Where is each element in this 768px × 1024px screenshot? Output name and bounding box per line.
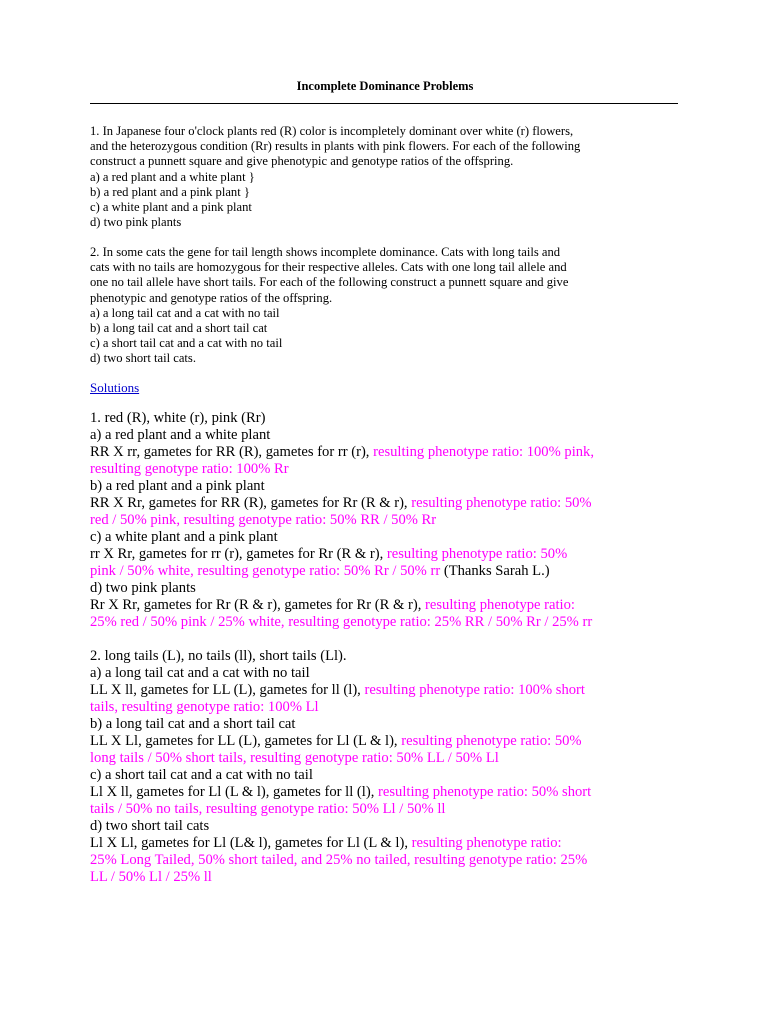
answer-text: 25% red / 50% pink / 25% white, resulting genotype ratio: 25% RR / 50% Rr / 25% rr	[90, 614, 593, 630]
answer-text: resulting phenotype ratio: 50%	[386, 546, 568, 562]
answer-text: pink / 50% white, resulting genotype ratio: 50% Rr / 50% rr	[90, 563, 441, 579]
solution-1-part-d-line-2	[90, 614, 680, 631]
solution-1	[90, 410, 680, 631]
answer-text: tails / 50% no tails, resulting genotype ratio: 50% Ll / 50% ll	[90, 801, 446, 817]
cross-text: RR X rr, gametes for RR (R), gametes for rr (r),	[90, 444, 374, 460]
solution-2-part-b-line-1	[90, 733, 680, 750]
cross-text: LL X ll, gametes for LL (L), gametes for ll (l),	[90, 682, 365, 698]
answer-text: resulting phenotype ratio:	[411, 835, 562, 851]
solutions-link[interactable]: Solutions	[90, 380, 140, 395]
solution-2-part-c-label: c) a short tail cat and a cat with no tail	[90, 767, 313, 783]
solution-2-part-a-line-2	[90, 699, 680, 716]
question-2-part-d: d) two short tail cats.	[90, 351, 196, 366]
answer-text: LL / 50% Ll / 25% ll	[90, 869, 212, 885]
answer-text: resulting genotype ratio: 100% Rr	[90, 461, 289, 477]
cross-text: RR X Rr, gametes for RR (R), gametes for Rr (R & r),	[90, 495, 412, 511]
cross-text: Rr X Rr, gametes for Rr (R & r), gametes for Rr (R & r),	[90, 597, 425, 613]
title-divider	[90, 103, 678, 104]
solution-2-part-c-line-1	[90, 784, 680, 801]
answer-text: red / 50% pink, resulting genotype ratio: 50% RR / 50% Rr	[90, 512, 437, 528]
question-1-line: and the heterozygous condition (Rr) results in plants with pink flowers. For each of the following	[90, 139, 581, 154]
solution-2	[90, 648, 680, 886]
solution-2-part-b-line-2	[90, 750, 680, 767]
question-2-part-c: c) a short tail cat and a cat with no tail	[90, 336, 283, 351]
question-1-part-b: b) a red plant and a pink plant }	[90, 184, 250, 199]
solution-1-part-a-line-2	[90, 461, 680, 478]
question-1-line: 1. In Japanese four o'clock plants red (R) color is incompletely dominant over white (r) flowers,	[90, 124, 574, 138]
question-1-part-c: c) a white plant and a pink plant	[90, 199, 252, 214]
page-title: Incomplete Dominance Problems	[296, 79, 474, 93]
question-1-part-d: d) two pink plants	[90, 215, 182, 230]
solution-1-part-b-label: b) a red plant and a pink plant	[90, 478, 265, 494]
solution-2-part-d-line-1	[90, 835, 680, 852]
solution-1-part-b-line-1	[90, 495, 680, 512]
answer-text: resulting phenotype ratio: 50% short	[378, 784, 592, 800]
solution-1-part-c-label: c) a white plant and a pink plant	[90, 529, 278, 545]
cross-text: Ll X Ll, gametes for Ll (L& l), gametes for Ll (L & l),	[90, 835, 412, 851]
solution-1-part-d-label: d) two pink plants	[90, 580, 196, 596]
solution-2-heading: 2. long tails (L), no tails (ll), short tails (Ll).	[90, 648, 347, 664]
answer-text: resulting phenotype ratio: 100% short	[364, 682, 585, 698]
solution-1-part-b-line-2	[90, 512, 680, 529]
solution-2-part-a-line-1	[90, 682, 680, 699]
solution-1-part-c-line-2	[90, 563, 680, 580]
question-1-part-a: a) a red plant and a white plant }	[90, 169, 255, 184]
solution-2-part-d-label: d) two short tail cats	[90, 818, 210, 834]
solution-1-part-c-line-1	[90, 546, 680, 563]
credit-text: (Thanks Sarah L.)	[440, 563, 550, 579]
question-2-part-a: a) a long tail cat and a cat with no tail	[90, 305, 280, 320]
answer-text: tails, resulting genotype ratio: 100% Ll	[90, 699, 319, 715]
answer-text: long tails / 50% short tails, resulting genotype ratio: 50% LL / 50% Ll	[90, 750, 499, 766]
solution-2-part-b-label: b) a long tail cat and a short tail cat	[90, 716, 296, 732]
answer-text: resulting phenotype ratio:	[425, 597, 575, 613]
answer-text: 25% Long Tailed, 50% short tailed, and 25% no tailed, resulting genotype ratio: 25%	[90, 852, 588, 868]
solution-2-part-d-line-3	[90, 869, 680, 886]
answer-text: resulting phenotype ratio: 50%	[401, 733, 582, 749]
question-1-line: construct a punnett square and give phenotypic and genotype ratios of the offspring.	[90, 154, 514, 169]
question-1	[90, 124, 680, 230]
answer-text: resulting phenotype ratio: 50%	[411, 495, 592, 511]
solution-1-heading: 1. red (R), white (r), pink (Rr)	[90, 410, 266, 426]
solution-2-part-c-line-2	[90, 801, 680, 818]
cross-text: Ll X ll, gametes for Ll (L & l), gametes for ll (l),	[90, 784, 379, 800]
question-2-line: cats with no tails are homozygous for their respective alleles. Cats with one long tail allele and	[90, 260, 567, 275]
cross-text: rr X Rr, gametes for rr (r), gametes for Rr (R & r),	[90, 546, 387, 562]
question-2-line: 2. In some cats the gene for tail length shows incomplete dominance. Cats with long tails and	[90, 245, 561, 259]
solution-1-part-a-label: a) a red plant and a white plant	[90, 427, 271, 443]
solution-1-part-a-line-1	[90, 444, 680, 461]
question-2-line: one no tail allele have short tails. For each of the following construct a punnett square and give	[90, 275, 569, 290]
solution-2-part-d-line-2	[90, 852, 680, 869]
question-2-line: phenotypic and genotype ratios of the offspring.	[90, 290, 333, 305]
question-2	[90, 245, 680, 367]
cross-text: LL X Ll, gametes for LL (L), gametes for Ll (L & l),	[90, 733, 402, 749]
solution-2-part-a-label: a) a long tail cat and a cat with no tail	[90, 665, 310, 681]
solution-1-part-d-line-1	[90, 597, 680, 614]
question-2-part-b: b) a long tail cat and a short tail cat	[90, 320, 268, 335]
answer-text: resulting phenotype ratio: 100% pink,	[373, 444, 595, 460]
